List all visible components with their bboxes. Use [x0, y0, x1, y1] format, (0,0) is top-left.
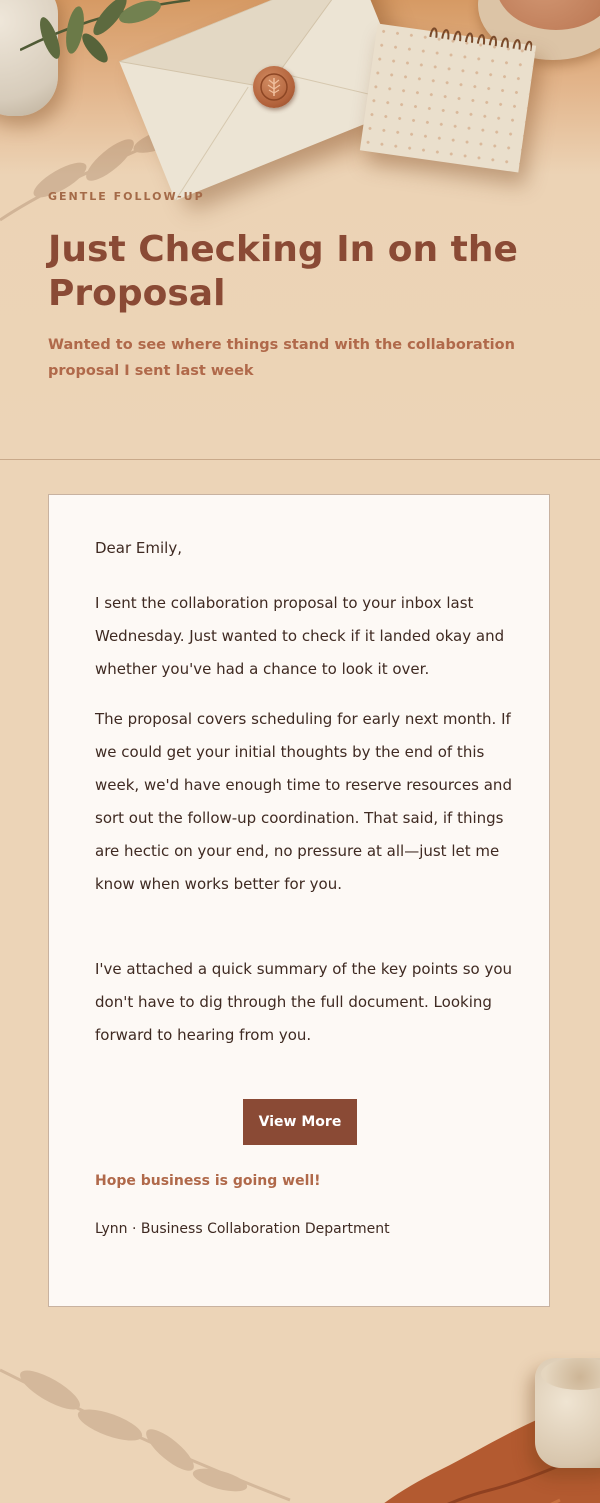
eyebrow-label: GENTLE FOLLOW-UP	[48, 190, 205, 203]
letter-paragraph: I've attached a quick summary of the key points so you don't have to dig through the full document. Looking forward to hearing from you.	[95, 960, 513, 1044]
letter-greeting: Dear Emily,	[95, 539, 182, 557]
wax-seal-leaf-icon	[253, 66, 295, 108]
letter-signature: Lynn · Business Collaboration Department	[95, 1221, 390, 1237]
letter-paragraph: I sent the collaboration proposal to your inbox last Wednesday. Just wanted to check if it landed okay and whether you've had a chance to look it over.	[95, 594, 505, 678]
page-subtitle: Wanted to see where things stand with the collaboration proposal I sent last week	[48, 337, 515, 379]
hero-banner	[0, 0, 600, 460]
view-more-button[interactable]: View More	[243, 1099, 357, 1145]
hero-divider	[0, 459, 600, 460]
leaf-shadow-decoration	[0, 1330, 300, 1503]
footer-illustration	[0, 1320, 600, 1503]
page-title: Just Checking In on the Proposal	[48, 229, 518, 314]
letter-card	[48, 494, 550, 1307]
spiral-notepad-illustration	[360, 23, 536, 172]
letter-closing: Hope business is going well!	[95, 1173, 321, 1189]
letter-paragraph: The proposal covers scheduling for early next month. If we could get your initial thoughts by the end of this week, we'd have enough time to reserve resources and sort out the follow-up coordination. That said, if things are hectic on your end, no pressure at all—just let me know when works better for you.	[95, 710, 512, 893]
